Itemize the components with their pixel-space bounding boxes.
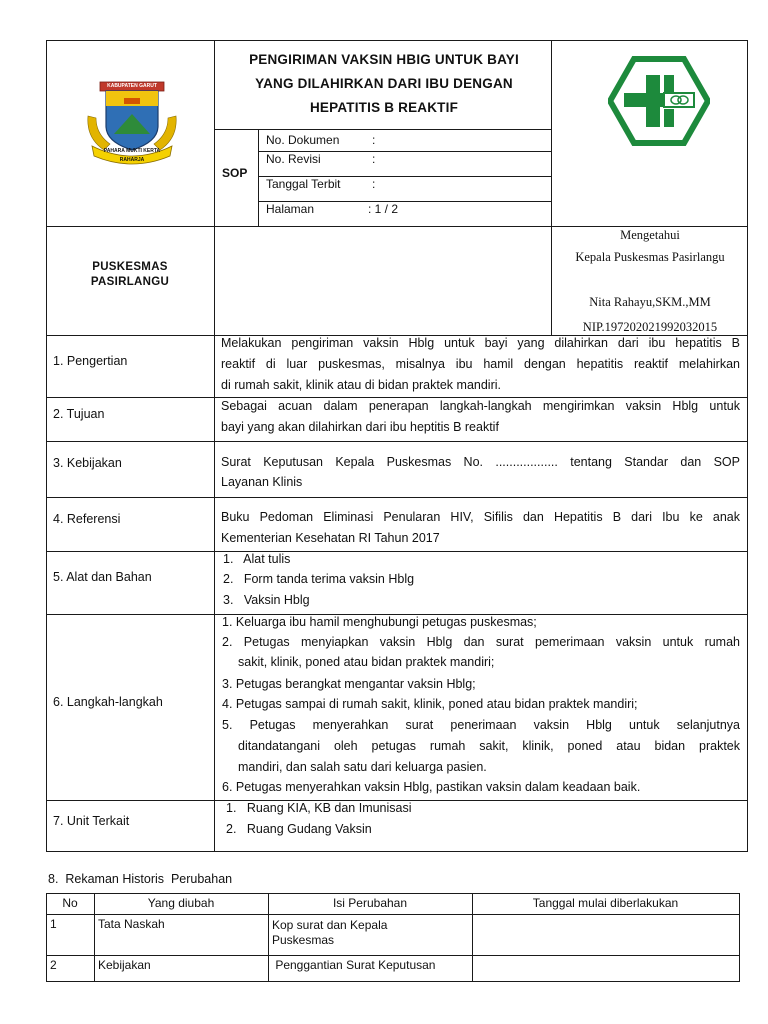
approval-name: Nita Rahayu,SKM.,MM [589, 295, 711, 309]
step-line: 3. Petugas berangkat mengantar vaksin Hblg; [222, 677, 476, 691]
approval-position: Kepala Puskesmas Pasirlangu [575, 250, 725, 264]
org-name-line: PASIRLANGU [90, 276, 170, 288]
step-line: 5. Petugas menyerahkan surat penerimaan vaksin Hblg untuk selanjutnya [222, 718, 740, 732]
history-cell-no: 1 [50, 917, 57, 931]
approval-heading: Mengetahui [620, 228, 680, 242]
title-line: PENGIRIMAN VAKSIN HBIG UNTUK BAYI [249, 52, 519, 67]
section-label-kebijakan: 3. Kebijakan [53, 456, 122, 470]
title-line: HEPATITIS B REAKTIF [309, 100, 459, 115]
meta-value-doc-number: : [372, 133, 376, 147]
section-label-langkah: 6. Langkah-langkah [53, 695, 163, 709]
list-item: 1. Alat tulis [223, 552, 291, 566]
history-header-changed: Yang diubah [147, 896, 215, 910]
history-cell-no: 2 [50, 958, 57, 972]
section-text-line: Buku Pedoman Eliminasi Penularan HIV, Sifilis dan Hepatitis B dari Ibu ke anak [221, 510, 740, 524]
meta-label-issue-date: Tanggal Terbit [266, 177, 341, 191]
meta-value-issue-date: : [372, 177, 376, 191]
meta-label-page: Halaman [266, 202, 315, 216]
document-title [216, 48, 552, 120]
history-header-content: Isi Perubahan [332, 896, 408, 910]
org-name-line: PUSKESMAS [92, 261, 168, 273]
logo-top-text: KABUPATEN GARUT [107, 83, 157, 89]
regency-logo [82, 76, 182, 166]
section-label-referensi: 4. Referensi [53, 512, 121, 526]
history-header-date: Tanggal mulai diberlakukan [532, 896, 679, 910]
step-line: mandiri, dan salah satu dari keluarga pasien. [238, 760, 487, 774]
step-line: 1. Keluarga ibu hamil menghubungi petugas puskesmas; [222, 615, 537, 629]
list-item: 2. Form tanda terima vaksin Hblg [223, 572, 415, 586]
section-text-line: Kementerian Kesehatan RI Tahun 2017 [221, 531, 440, 545]
approval-nip: NIP.197202021992032015 [582, 320, 718, 334]
section-label-tujuan: 2. Tujuan [53, 407, 105, 421]
section-text-line: Layanan Klinis [221, 475, 303, 489]
section-label-pengertian: 1. Pengertian [53, 354, 128, 368]
meta-label-doc-number: No. Dokumen [266, 133, 340, 147]
history-cell-content: Penggantian Surat Keputusan [272, 958, 436, 972]
section-text-line: Surat Keputusan Kepala Puskesmas No. .................. tentang Standar dan SOP [221, 455, 740, 469]
list-item: 2. Ruang Gudang Vaksin [226, 822, 372, 836]
meta-value-revision: : [372, 152, 376, 166]
history-cell-changed: Kebijakan [98, 958, 151, 972]
history-title: 8. Rekaman Historis Perubahan [48, 872, 233, 886]
section-label-unit-terkait: 7. Unit Terkait [53, 814, 130, 828]
history-cell-changed: Tata Naskah [98, 917, 165, 931]
puskesmas-logo [608, 55, 710, 147]
step-line: 6. Petugas menyerahkan vaksin Hblg, pastikan vaksin dalam keadaan baik. [222, 780, 641, 794]
section-text-line: reaktif di luar puskesmas, misalnya ibu hamil dengan hepatitis reaktif melahirkan [221, 357, 740, 371]
section-label-alat-bahan: 5. Alat dan Bahan [53, 570, 152, 584]
section-text-line: Melakukan pengiriman vaksin Hblg untuk bayi yang dilahirkan dari ibu hepatitis B [221, 336, 740, 350]
meta-label-revision: No. Revisi [266, 152, 321, 166]
meta-value-page: : 1 / 2 [368, 202, 399, 216]
section-text-line: di rumah sakit, klinik atau di bidan praktek mandiri. [221, 378, 501, 392]
section-text-line: Sebagai acuan dalam penerapan langkah-langkah mengirimkan vaksin Hblg untuk [221, 399, 740, 413]
section-text-line: bayi yang akan dilahirkan dari ibu heptitis B reaktif [221, 420, 499, 434]
list-item: 1. Ruang KIA, KB dan Imunisasi [226, 801, 412, 815]
logo-motto-text: PAHARA MUKTI KERTA RAHARJA [103, 148, 161, 163]
history-header-no: No [62, 896, 78, 910]
sop-label: SOP [222, 166, 248, 180]
step-line: sakit, klinik, poned atau bidan praktek mandiri; [238, 655, 495, 669]
step-line: 2. Petugas menyiapkan vaksin Hblg dan surat pemerimaan vaksin untuk rumah [222, 635, 740, 649]
step-line: ditandatangani oleh petugas rumah sakit, klinik, poned atau bidan praktek [238, 739, 740, 753]
org-name [46, 260, 214, 290]
list-item: 3. Vaksin Hblg [223, 593, 310, 607]
history-cell-content: Kop surat dan Kepala Puskesmas [272, 918, 388, 947]
title-line: YANG DILAHIRKAN DARI IBU DENGAN [255, 76, 513, 91]
step-line: 4. Petugas sampai di rumah sakit, klinik, poned atau bidan praktek mandiri; [222, 697, 638, 711]
